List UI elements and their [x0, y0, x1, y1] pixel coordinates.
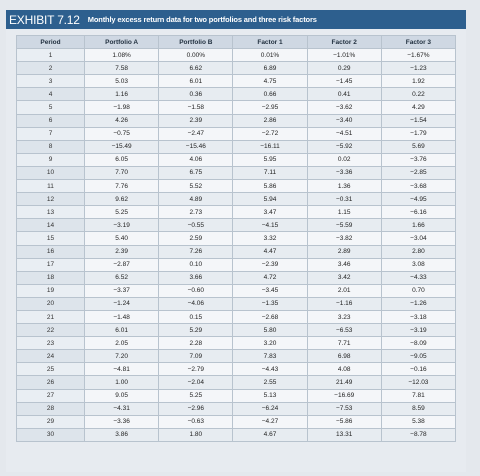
cell-portfolio-a: 6.01 [85, 324, 159, 337]
cell-factor-1: 7.83 [233, 350, 307, 363]
cell-factor-2: 0.41 [307, 88, 381, 101]
cell-factor-1: −3.45 [233, 284, 307, 297]
cell-period: 20 [17, 297, 85, 310]
cell-factor-1: 5.13 [233, 389, 307, 402]
cell-factor-1: −2.68 [233, 310, 307, 323]
cell-factor-1: −16.11 [233, 140, 307, 153]
cell-factor-1: 0.01% [233, 49, 307, 62]
table-row [17, 127, 456, 140]
cell-period: 14 [17, 219, 85, 232]
cell-period: 2 [17, 62, 85, 75]
returns-table [16, 35, 456, 442]
cell-period: 8 [17, 140, 85, 153]
cell-factor-1: 3.20 [233, 337, 307, 350]
cell-period: 10 [17, 166, 85, 179]
cell-factor-2: −3.82 [307, 232, 381, 245]
cell-portfolio-a: −15.49 [85, 140, 159, 153]
table-row [17, 337, 456, 350]
cell-portfolio-b: 0.00% [159, 49, 233, 62]
cell-factor-2: 1.15 [307, 206, 381, 219]
cell-portfolio-a: −1.24 [85, 297, 159, 310]
cell-portfolio-b: −15.46 [159, 140, 233, 153]
cell-period: 15 [17, 232, 85, 245]
cell-factor-3: −1.26 [381, 297, 455, 310]
cell-period: 24 [17, 350, 85, 363]
table-row [17, 415, 456, 428]
cell-portfolio-b: 7.26 [159, 245, 233, 258]
table-row [17, 75, 456, 88]
table-header-row [17, 36, 456, 49]
cell-portfolio-a: −3.19 [85, 219, 159, 232]
table-row [17, 232, 456, 245]
table-row [17, 389, 456, 402]
cell-factor-3: 5.38 [381, 415, 455, 428]
cell-factor-3: −3.19 [381, 324, 455, 337]
cell-period: 29 [17, 415, 85, 428]
cell-portfolio-a: 9.62 [85, 193, 159, 206]
cell-factor-3: −6.16 [381, 206, 455, 219]
table-row [17, 258, 456, 271]
cell-factor-3: −3.68 [381, 180, 455, 193]
exhibit-header [6, 10, 466, 29]
cell-portfolio-b: −2.79 [159, 363, 233, 376]
cell-portfolio-b: 5.52 [159, 180, 233, 193]
cell-portfolio-b: −0.55 [159, 219, 233, 232]
table-row [17, 350, 456, 363]
cell-period: 28 [17, 402, 85, 415]
cell-portfolio-b: 6.75 [159, 166, 233, 179]
cell-factor-3: −3.18 [381, 310, 455, 323]
cell-portfolio-a: 5.03 [85, 75, 159, 88]
column-header-factor-2: Factor 2 [307, 36, 381, 49]
cell-factor-2: −1.16 [307, 297, 381, 310]
cell-portfolio-b: 0.36 [159, 88, 233, 101]
table-row [17, 193, 456, 206]
cell-portfolio-a: 2.39 [85, 245, 159, 258]
table-row [17, 376, 456, 389]
cell-factor-3: −1.23 [381, 62, 455, 75]
cell-factor-1: −2.95 [233, 101, 307, 114]
cell-factor-1: −2.39 [233, 258, 307, 271]
cell-factor-3: 0.22 [381, 88, 455, 101]
table-row [17, 324, 456, 337]
cell-portfolio-b: −2.47 [159, 127, 233, 140]
cell-factor-3: −1.54 [381, 114, 455, 127]
cell-factor-3: 1.66 [381, 219, 455, 232]
exhibit-caption: Monthly excess return data for two portfolios and three risk factors [87, 15, 317, 24]
cell-factor-3: −3.04 [381, 232, 455, 245]
cell-period: 23 [17, 337, 85, 350]
cell-period: 3 [17, 75, 85, 88]
cell-portfolio-b: 6.62 [159, 62, 233, 75]
cell-factor-3: 5.69 [381, 140, 455, 153]
cell-period: 17 [17, 258, 85, 271]
cell-factor-3: −1.79 [381, 127, 455, 140]
cell-factor-2: 13.31 [307, 428, 381, 441]
cell-factor-3: −9.05 [381, 350, 455, 363]
table-row [17, 62, 456, 75]
cell-portfolio-b: 0.10 [159, 258, 233, 271]
cell-factor-1: −2.72 [233, 127, 307, 140]
cell-factor-1: −4.15 [233, 219, 307, 232]
cell-factor-3: −2.85 [381, 166, 455, 179]
cell-factor-2: −5.86 [307, 415, 381, 428]
cell-portfolio-a: 4.26 [85, 114, 159, 127]
column-header-factor-3: Factor 3 [381, 36, 455, 49]
cell-factor-2: −5.59 [307, 219, 381, 232]
cell-factor-2: −3.40 [307, 114, 381, 127]
table-row [17, 114, 456, 127]
cell-period: 7 [17, 127, 85, 140]
cell-period: 26 [17, 376, 85, 389]
cell-portfolio-b: 2.39 [159, 114, 233, 127]
table-row [17, 180, 456, 193]
cell-factor-2: −4.51 [307, 127, 381, 140]
cell-factor-2: 0.02 [307, 153, 381, 166]
cell-portfolio-a: −1.98 [85, 101, 159, 114]
cell-factor-3: −4.33 [381, 271, 455, 284]
cell-factor-3: 3.08 [381, 258, 455, 271]
cell-period: 30 [17, 428, 85, 441]
cell-factor-1: −6.24 [233, 402, 307, 415]
cell-portfolio-a: 7.58 [85, 62, 159, 75]
column-header-portfolio-b: Portfolio B [159, 36, 233, 49]
cell-portfolio-b: 4.89 [159, 193, 233, 206]
cell-factor-2: 6.98 [307, 350, 381, 363]
cell-factor-2: −6.53 [307, 324, 381, 337]
cell-factor-2: −7.53 [307, 402, 381, 415]
cell-period: 13 [17, 206, 85, 219]
table-row [17, 49, 456, 62]
table-row [17, 428, 456, 441]
cell-factor-3: 7.81 [381, 389, 455, 402]
cell-portfolio-a: −4.31 [85, 402, 159, 415]
table-row [17, 101, 456, 114]
cell-period: 9 [17, 153, 85, 166]
cell-period: 19 [17, 284, 85, 297]
table-row [17, 245, 456, 258]
cell-period: 6 [17, 114, 85, 127]
cell-factor-1: −4.27 [233, 415, 307, 428]
cell-factor-3: −3.76 [381, 153, 455, 166]
cell-portfolio-a: 6.52 [85, 271, 159, 284]
cell-factor-2: 4.08 [307, 363, 381, 376]
table-body [17, 49, 456, 442]
cell-factor-3: 0.70 [381, 284, 455, 297]
cell-factor-3: −12.03 [381, 376, 455, 389]
cell-factor-1: 5.80 [233, 324, 307, 337]
cell-factor-2: 7.71 [307, 337, 381, 350]
cell-portfolio-b: 7.09 [159, 350, 233, 363]
cell-factor-3: 8.59 [381, 402, 455, 415]
cell-factor-2: −1.45 [307, 75, 381, 88]
cell-portfolio-b: 2.59 [159, 232, 233, 245]
cell-portfolio-a: 6.05 [85, 153, 159, 166]
cell-factor-2: 21.49 [307, 376, 381, 389]
cell-portfolio-a: −3.37 [85, 284, 159, 297]
cell-factor-3: 1.92 [381, 75, 455, 88]
cell-factor-1: 4.47 [233, 245, 307, 258]
cell-portfolio-b: −2.04 [159, 376, 233, 389]
cell-period: 11 [17, 180, 85, 193]
cell-factor-1: 5.95 [233, 153, 307, 166]
cell-portfolio-a: −1.48 [85, 310, 159, 323]
cell-period: 16 [17, 245, 85, 258]
cell-factor-1: 4.75 [233, 75, 307, 88]
cell-factor-2: 3.23 [307, 310, 381, 323]
cell-factor-3: −0.16 [381, 363, 455, 376]
cell-factor-2: −16.69 [307, 389, 381, 402]
cell-factor-2: −3.62 [307, 101, 381, 114]
cell-factor-3: −4.95 [381, 193, 455, 206]
cell-factor-2: −0.31 [307, 193, 381, 206]
cell-period: 18 [17, 271, 85, 284]
cell-factor-2: 2.89 [307, 245, 381, 258]
cell-factor-3: −1.67% [381, 49, 455, 62]
cell-factor-1: 2.55 [233, 376, 307, 389]
cell-portfolio-b: 6.01 [159, 75, 233, 88]
table-row [17, 363, 456, 376]
cell-portfolio-a: −4.81 [85, 363, 159, 376]
cell-factor-3: 2.80 [381, 245, 455, 258]
table-row [17, 284, 456, 297]
cell-period: 12 [17, 193, 85, 206]
column-header-factor-1: Factor 1 [233, 36, 307, 49]
cell-period: 22 [17, 324, 85, 337]
column-header-portfolio-a: Portfolio A [85, 36, 159, 49]
exhibit-panel [6, 10, 466, 472]
cell-portfolio-a: −2.87 [85, 258, 159, 271]
cell-period: 5 [17, 101, 85, 114]
table-row [17, 140, 456, 153]
cell-period: 4 [17, 88, 85, 101]
cell-portfolio-a: 5.25 [85, 206, 159, 219]
cell-factor-1: 0.66 [233, 88, 307, 101]
cell-portfolio-b: 2.73 [159, 206, 233, 219]
cell-factor-1: 4.72 [233, 271, 307, 284]
cell-factor-1: −1.35 [233, 297, 307, 310]
table-row [17, 310, 456, 323]
cell-portfolio-a: 9.05 [85, 389, 159, 402]
cell-factor-2: 1.36 [307, 180, 381, 193]
cell-factor-2: −1.01% [307, 49, 381, 62]
cell-period: 27 [17, 389, 85, 402]
cell-period: 1 [17, 49, 85, 62]
table-row [17, 153, 456, 166]
cell-period: 25 [17, 363, 85, 376]
cell-factor-1: 5.86 [233, 180, 307, 193]
cell-portfolio-b: −4.06 [159, 297, 233, 310]
cell-portfolio-b: 3.66 [159, 271, 233, 284]
table-row [17, 297, 456, 310]
exhibit-number: EXHIBIT 7.12 [9, 12, 80, 27]
table-row [17, 166, 456, 179]
cell-portfolio-a: −3.36 [85, 415, 159, 428]
cell-portfolio-a: 5.40 [85, 232, 159, 245]
table-row [17, 219, 456, 232]
cell-factor-2: −5.92 [307, 140, 381, 153]
cell-portfolio-a: 7.76 [85, 180, 159, 193]
cell-factor-3: 4.29 [381, 101, 455, 114]
cell-period: 21 [17, 310, 85, 323]
cell-portfolio-b: 1.80 [159, 428, 233, 441]
cell-factor-2: −3.36 [307, 166, 381, 179]
cell-portfolio-a: 2.05 [85, 337, 159, 350]
cell-factor-1: 4.67 [233, 428, 307, 441]
cell-portfolio-a: 7.20 [85, 350, 159, 363]
cell-factor-2: 3.42 [307, 271, 381, 284]
cell-portfolio-b: 0.15 [159, 310, 233, 323]
cell-portfolio-a: 3.86 [85, 428, 159, 441]
cell-factor-1: 6.89 [233, 62, 307, 75]
cell-portfolio-a: 1.08% [85, 49, 159, 62]
cell-portfolio-b: −1.58 [159, 101, 233, 114]
cell-portfolio-b: 5.25 [159, 389, 233, 402]
cell-portfolio-b: −0.60 [159, 284, 233, 297]
cell-factor-2: 2.01 [307, 284, 381, 297]
cell-portfolio-b: 5.29 [159, 324, 233, 337]
cell-factor-3: −8.78 [381, 428, 455, 441]
table-row [17, 206, 456, 219]
cell-portfolio-a: −0.75 [85, 127, 159, 140]
column-header-period: Period [17, 36, 85, 49]
cell-portfolio-b: −2.96 [159, 402, 233, 415]
cell-factor-1: −4.43 [233, 363, 307, 376]
cell-factor-1: 5.94 [233, 193, 307, 206]
cell-portfolio-b: 2.28 [159, 337, 233, 350]
cell-portfolio-b: −0.63 [159, 415, 233, 428]
cell-portfolio-a: 7.70 [85, 166, 159, 179]
cell-factor-1: 2.86 [233, 114, 307, 127]
cell-portfolio-b: 4.06 [159, 153, 233, 166]
table-row [17, 402, 456, 415]
table-row [17, 88, 456, 101]
cell-factor-2: 3.46 [307, 258, 381, 271]
cell-factor-2: 0.29 [307, 62, 381, 75]
cell-factor-1: 7.11 [233, 166, 307, 179]
cell-portfolio-a: 1.00 [85, 376, 159, 389]
table-row [17, 271, 456, 284]
cell-factor-1: 3.47 [233, 206, 307, 219]
cell-factor-3: −8.09 [381, 337, 455, 350]
cell-factor-1: 3.32 [233, 232, 307, 245]
cell-portfolio-a: 1.16 [85, 88, 159, 101]
